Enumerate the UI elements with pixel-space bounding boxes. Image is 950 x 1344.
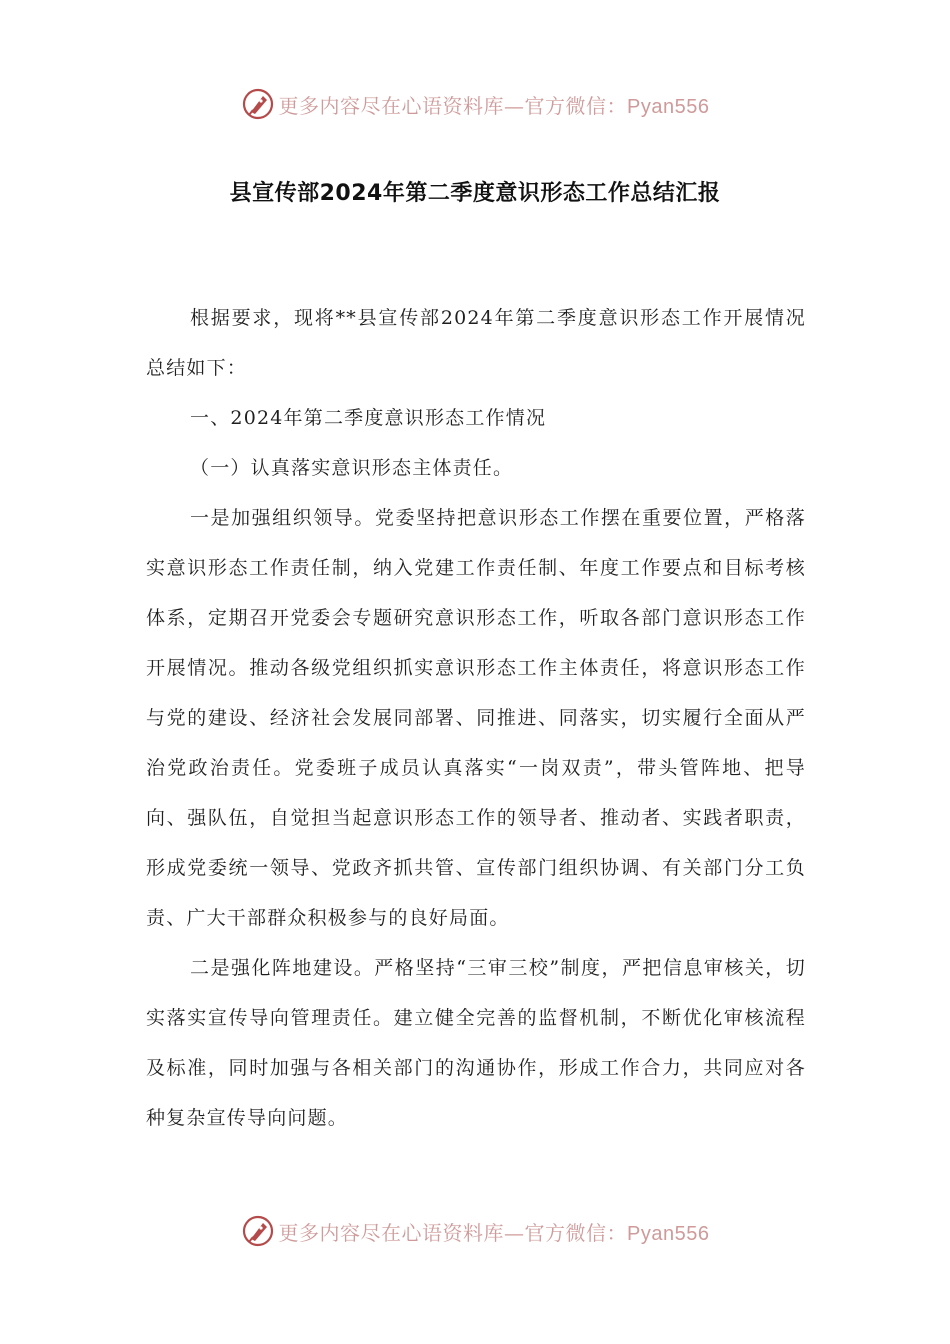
watermark-banner-bottom xyxy=(0,1211,950,1251)
paragraph-organization-leadership: 一是加强组织领导。党委坚持把意识形态工作摆在重要位置，严格落实意识形态工作责任制，纳入党建工作责任制、年度工作要点和目标考核体系，定期召开党委会专题研究意识形态工作，听取各部门意识形态工作开展情况。推动各级党组织抓实意识形态工作主体责任，将意识形态工作与党的建设、经济社会发展同部署、同推进、同落实，切实履行全面从严治党政治责任。党委班子成员认真落实“一岗双责”，带头管阵地、把导向、强队伍，自觉担当起意识形态工作的领导者、推动者、实践者职责，形成党委统一领导、党政齐抓共管、宣传部门组织协调、有关部门分工负责、广大干部群众积极参与的良好局面。 xyxy=(146,507,806,929)
watermark-text: 更多内容尽在心语资料库—官方微信：Pyan556 xyxy=(278,93,710,118)
paragraph-position-building: 二是强化阵地建设。严格坚持“三审三校”制度，严把信息审核关，切实落实宣传导向管理责任。建立健全完善的监督机制，不断优化审核流程及标准，同时加强与各相关部门的沟通协作，形成工作合力，共同应对各种复杂宣传导向问题。 xyxy=(146,957,806,1129)
pen-nib-logo-icon xyxy=(241,1214,275,1248)
pen-nib-logo-icon xyxy=(241,87,275,121)
document-body xyxy=(146,293,806,1143)
document-title: 县宣传部2024年第二季度意识形态工作总结汇报 xyxy=(229,181,721,206)
watermark-banner-top xyxy=(0,84,950,124)
paragraph-intro: 根据要求，现将**县宣传部2024年第二季度意识形态工作开展情况总结如下： xyxy=(146,307,806,379)
subsection-heading-1: （一）认真落实意识形态主体责任。 xyxy=(190,457,514,479)
watermark-text: 更多内容尽在心语资料库—官方微信：Pyan556 xyxy=(278,1220,710,1245)
section-heading-1: 一、2024年第二季度意识形态工作情况 xyxy=(190,407,547,429)
